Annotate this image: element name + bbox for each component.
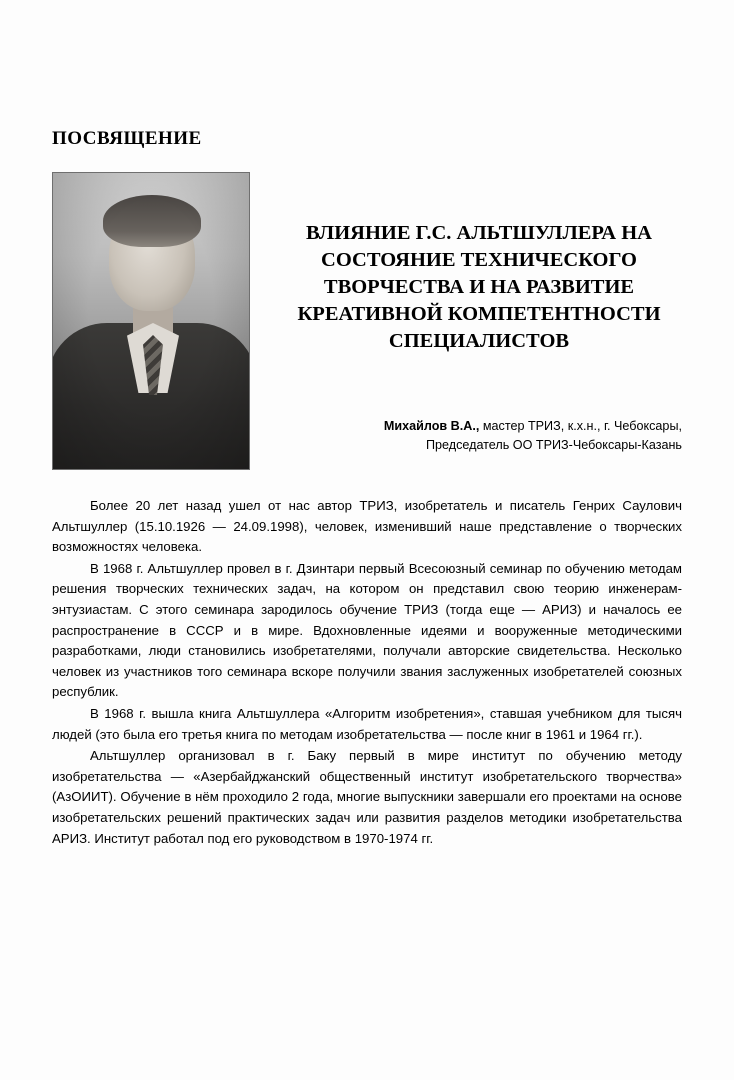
page-content [52, 128, 682, 850]
byline-author: Михайлов В.А., [383, 419, 480, 434]
header-block [52, 172, 682, 470]
page-title: ПОСВЯЩЕНИЕ [52, 128, 202, 149]
paragraph: В 1968 г. Альтшуллер провел в г. Дзинтари первый Всесоюзный семинар по обучению методам решения творческих технических задач, на котором он представил свою теорию инженерам-энтузиастам. С этого семинара зародилось обучение ТРИЗ (тогда еще — АРИЗ) и началось ее распространение в СССР и в мире. Вдохновленные идеями и вооруженные методическими разработками, люди становились изобретателями, получали авторские свидетельства. Несколько человек из участников того семинара вскоре получили звания заслуженных изобретателей союзных республик. [52, 560, 682, 700]
paragraph: Более 20 лет назад ушел от нас автор ТРИЗ, изобретатель и писатель Генрих Саулович Альтшуллер (15.10.1926 — 24.09.1998), человек, изменивший наше представление о творческих возможностях человека. [52, 498, 682, 555]
byline [276, 417, 682, 455]
article-body [52, 496, 682, 849]
photo-vignette [53, 173, 249, 469]
byline-organization: Председатель ОО ТРИЗ-Чебоксары-Казань [425, 438, 682, 453]
title-column [248, 172, 682, 455]
byline-author-details: мастер ТРИЗ, к.х.н., г. Чебоксары, [479, 419, 682, 434]
portrait-container [52, 172, 248, 470]
article-title: ВЛИЯНИЕ Г.С. АЛЬТШУЛЛЕРА НА СОСТОЯНИЕ ТЕХНИЧЕСКОГО ТВОРЧЕСТВА И НА РАЗВИТИЕ КРЕАТИВНОЙ КОМПЕТЕНТНОСТИ СПЕЦИАЛИСТОВ [297, 222, 661, 353]
portrait-photo [52, 172, 250, 470]
paragraph: В 1968 г. вышла книга Альтшуллера «Алгоритм изобретения», ставшая учебником для тысяч людей (это была его третья книга по методам изобретательства — после книг в 1961 и 1964 гг.). [52, 705, 682, 742]
paragraph: Альтшуллер организовал в г. Баку первый в мире институт по обучению методу изобретательства — «Азербайджанский общественный институт изобретательского творчества» (АзОИИТ). Обучение в нём проходило 2 года, многие выпускники завершали его проектами на основе изобретательских решений практических задач или развития разделов методики изобретательства АРИЗ. Институт работал под его руководством в 1970-1974 гг. [52, 748, 682, 846]
